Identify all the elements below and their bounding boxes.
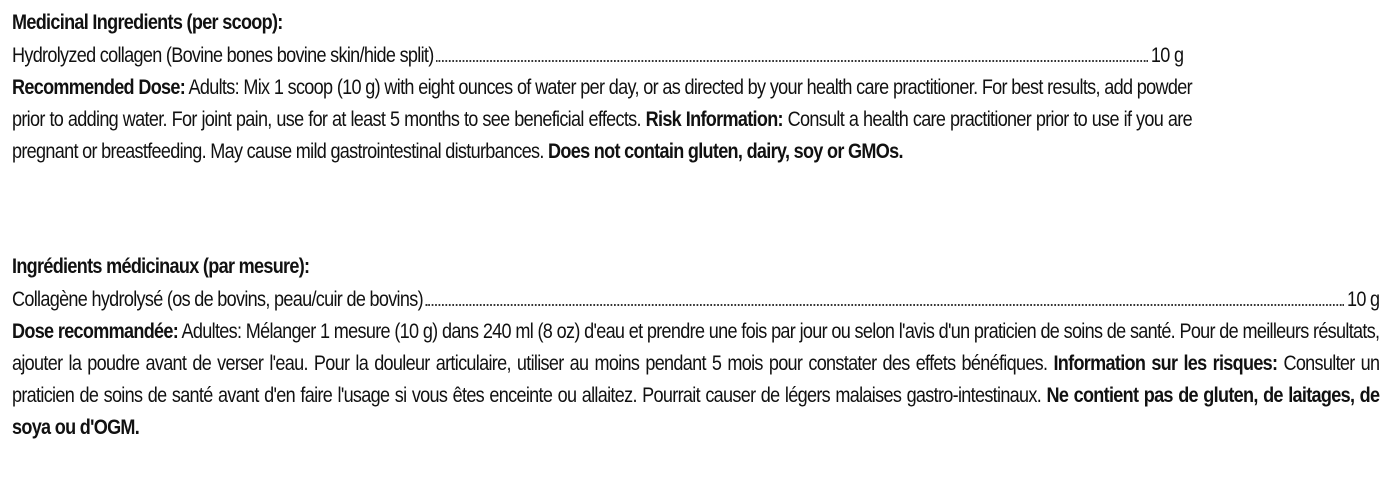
dose-risk-paragraph: [12, 72, 1192, 168]
french-section: [12, 250, 1380, 444]
dose-recommandee-text: Adultes: Mélanger 1 mesure (10 g) dans 240 ml (8 oz) d'eau et prendre une fois par jour ou selon l'avis d'un praticien de soins de santé. Pour de meilleurs résultats, ajouter la poudre avant de verser l'eau. Pour la douleur articulaire, utiliser au moins pendant 5 mois pour constater des effets bénéfiques.: [12, 320, 1380, 375]
medicinal-ingredients-heading: Medicinal Ingredients (per scoop):: [12, 11, 283, 34]
information-risques-label: Information sur les risques:: [1053, 352, 1278, 375]
ingredient-row-fr: [12, 284, 1379, 316]
risk-information-text: Consult a health care practitioner prior to use if you are pregnant or breastfeeding. May cause mild gastrointestinal disturbances.: [12, 108, 1192, 163]
dose-recommandee-label: Dose recommandée:: [12, 320, 179, 343]
ingredient-name-fr: Collagène hydrolysé (os de bovins, peau/cuir de bovins): [12, 288, 423, 311]
allergen-statement: Does not contain gluten, dairy, soy or GMOs.: [548, 140, 903, 163]
dot-leader: [436, 60, 1148, 62]
recommended-dose-label: Recommended Dose:: [12, 76, 186, 99]
ingredient-row: [12, 40, 1183, 72]
ingredient-amount-fr: 10 g: [1346, 288, 1380, 311]
ingredient-name: Hydrolyzed collagen (Bovine bones bovine skin/hide split): [12, 44, 434, 67]
allergen-statement-fr: Ne contient pas de gluten, de laitages, de soya ou d'OGM.: [12, 384, 1380, 439]
english-section: [12, 6, 1192, 168]
information-risques-text: Consulter un praticien de soins de santé avant d'en faire l'usage si vous êtes enceinte ou allaitez. Pourrait causer de légers malaises gastro-intestinaux.: [12, 352, 1380, 407]
recommended-dose-text: Adults: Mix 1 scoop (10 g) with eight ounces of water per day, or as directed by your health care practitioner. For best results, add powder prior to adding water. For joint pain, use for at least 5 months to see beneficial effects.: [12, 76, 1192, 131]
risk-information-label: Risk Information:: [645, 108, 783, 131]
ingredient-amount: 10 g: [1150, 44, 1184, 67]
dose-risk-paragraph-fr: [12, 316, 1379, 444]
ingredients-medicinaux-heading: Ingrédients médicinaux (par mesure):: [12, 255, 310, 278]
dot-leader-fr: [425, 304, 1344, 306]
